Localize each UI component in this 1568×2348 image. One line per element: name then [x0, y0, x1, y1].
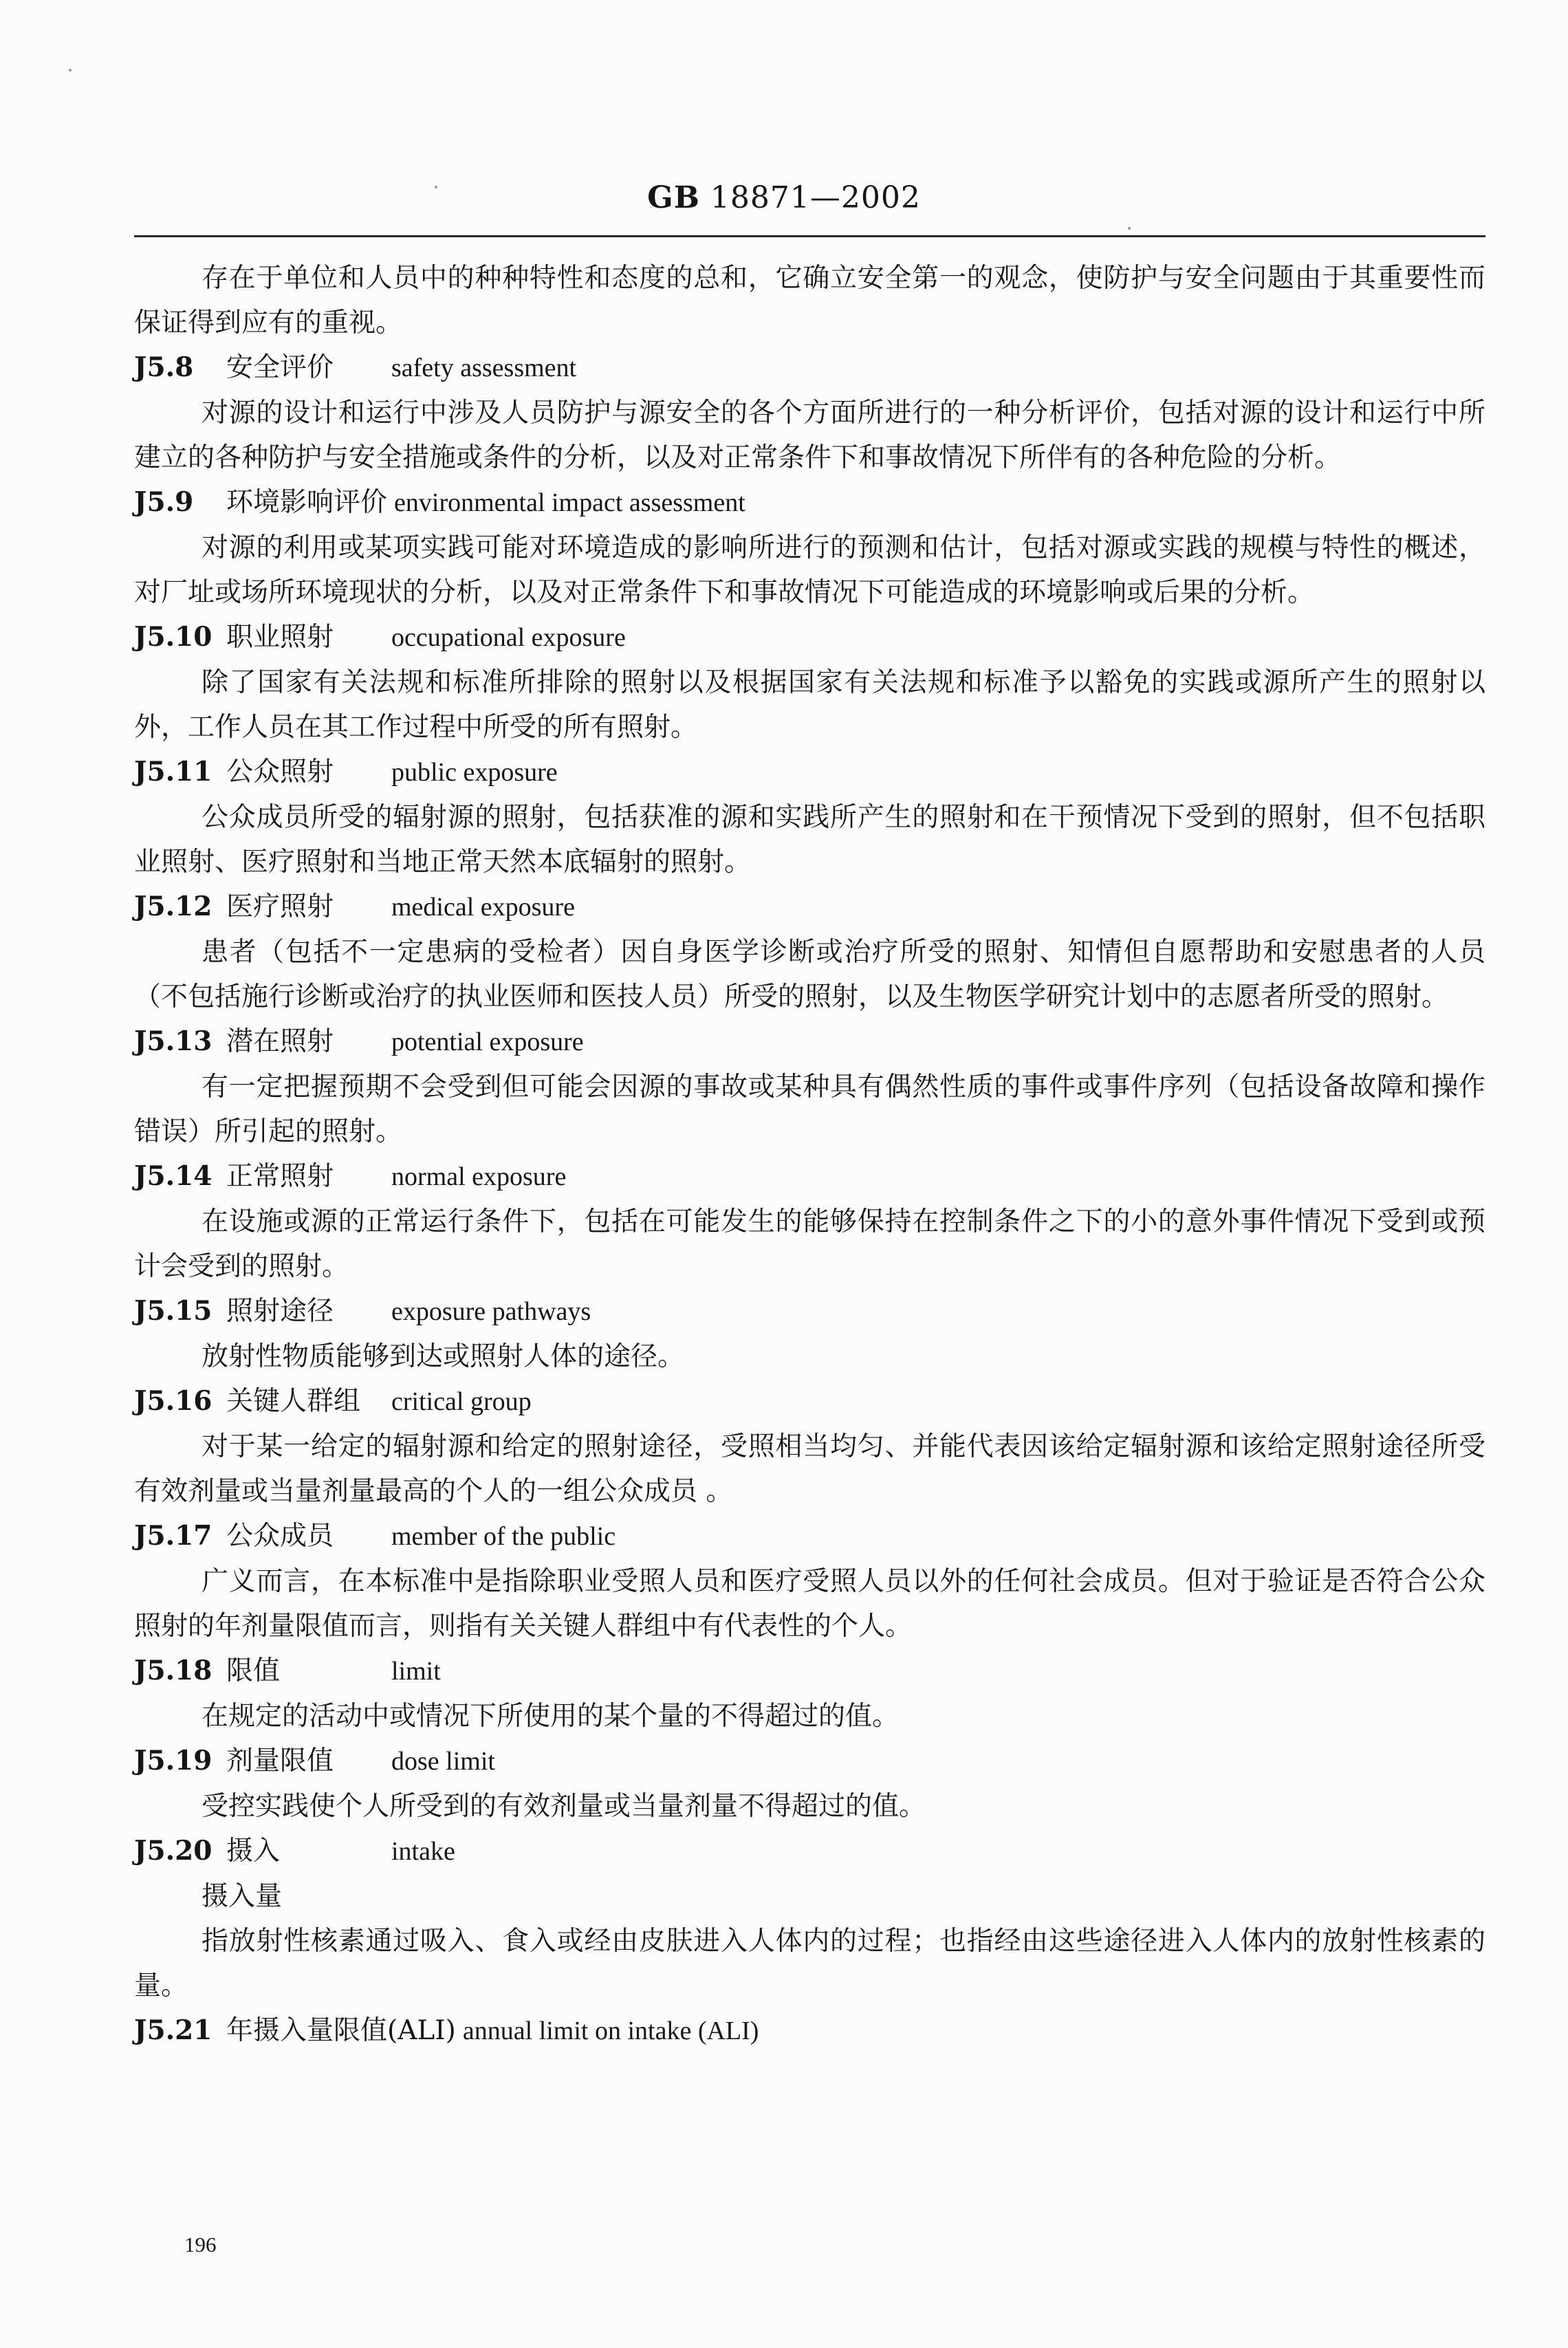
term-chinese: 公众照射 [226, 757, 334, 787]
term-definition: 受控实践使个人所受到的有效剂量或当量剂量不得超过的值。 [202, 1791, 926, 1822]
header-rule [134, 235, 1485, 237]
term-number: J5.9 [134, 486, 194, 518]
page-number: 196 [184, 2232, 217, 2257]
term-chinese: 剂量限值 [226, 1746, 334, 1776]
term-heading [134, 1154, 1485, 1199]
term-number: J5.12 [134, 891, 213, 922]
term-chinese: 潜在照射 [226, 1026, 334, 1057]
intro-paragraph: 存在于单位和人员中的种种特性和态度的总和，它确立安全第一的观念，使防护与安全问题由于其重要性而保证得到应有的重视。 [134, 263, 1485, 338]
term-chinese: 正常照射 [226, 1161, 334, 1192]
term-chinese: 医疗照射 [226, 891, 334, 922]
term-heading [134, 1829, 1485, 1874]
standard-code: 18871—2002 [710, 180, 921, 215]
term-number: J5.20 [134, 1835, 213, 1867]
term-heading [134, 615, 1485, 660]
term-english: potential exposure [391, 1028, 584, 1056]
term-english: normal exposure [391, 1162, 567, 1191]
term-number: J5.21 [134, 2014, 213, 2046]
term-heading [134, 1289, 1485, 1334]
term-definition: 在规定的活动中或情况下所使用的某个量的不得超过的值。 [202, 1701, 900, 1732]
term-definition: 在设施或源的正常运行条件下，包括在可能发生的能够保持在控制条件之下的小的意外事件情况下受到或预计会受到的照射。 [134, 1206, 1485, 1282]
term-heading [134, 480, 1485, 525]
term-english: critical group [391, 1387, 532, 1416]
term-number: J5.10 [134, 621, 213, 653]
standard-prefix: GB [647, 180, 700, 215]
term-definition: 有一定把握预期不会受到但可能会因源的事故或某种具有偶然性质的事件或事件序列（包括设备故障和操作错误）所引起的照射。 [134, 1072, 1485, 1147]
term-chinese: 关键人群组 [226, 1386, 361, 1417]
term-english: member of the public [391, 1522, 616, 1551]
term-english: occupational exposure [391, 623, 626, 652]
term-definition: 对源的设计和运行中涉及人员防护与源安全的各个方面所进行的一种分析评价，包括对源的设计和运行中所建立的各种防护与安全措施或条件的分析，以及对正常条件下和事故情况下所伴有的各种危险的分析。 [134, 398, 1485, 473]
term-english: safety assessment [391, 354, 577, 382]
term-chinese: 公众成员 [226, 1521, 334, 1552]
term-chinese: 摄入 [226, 1836, 281, 1867]
term-definition: 患者（包括不一定患病的受检者）因自身医学诊断或治疗所受的照射、知情但自愿帮助和安慰患者的人员（不包括施行诊断或治疗的执业医师和医技人员）所受的照射，以及生物医学研究计划中的志愿者所受的照射。 [134, 937, 1485, 1012]
term-definition: 指放射性核素通过吸入、食入或经由皮肤进入人体内的过程；也指经由这些途径进入人体内的放射性核素的量。 [134, 1926, 1485, 2001]
term-english: exposure pathways [391, 1297, 591, 1326]
term-english: medical exposure [391, 893, 575, 922]
term-chinese: 职业照射 [226, 622, 334, 653]
term-number: J5.11 [134, 756, 213, 787]
term-number: J5.8 [134, 351, 194, 383]
term-definition: 公众成员所受的辐射源的照射，包括获准的源和实践所产生的照射和在干预情况下受到的照射，但不包括职业照射、医疗照射和当地正常天然本底辐射的照射。 [134, 802, 1485, 878]
term-chinese: 限值 [226, 1655, 281, 1686]
term-chinese: 安全评价 [226, 352, 334, 383]
term-english: dose limit [391, 1747, 495, 1776]
term-english: intake [391, 1837, 455, 1866]
term-english: environmental impact assessment [394, 488, 745, 517]
term-definition: 对于某一给定的辐射源和给定的照射途径，受照相当均匀、并能代表因该给定辐射源和该给定照射途径所受有效剂量或当量剂量最高的个人的一组公众成员 。 [134, 1431, 1485, 1507]
term-heading [134, 1649, 1485, 1694]
term-english: annual limit on intake (ALI) [462, 2017, 759, 2045]
term-number: J5.13 [134, 1025, 213, 1057]
term-number: J5.18 [134, 1655, 213, 1686]
term-synonym: 摄入量 [202, 1881, 283, 1912]
term-chinese: 照射途径 [226, 1296, 334, 1327]
term-number: J5.16 [134, 1385, 213, 1417]
scan-speck [69, 69, 72, 72]
term-chinese: 年摄入量限值(ALI) [226, 2015, 456, 2046]
term-english: limit [391, 1657, 441, 1686]
term-heading [134, 345, 1485, 391]
term-heading [134, 1379, 1485, 1424]
document-body [134, 256, 1485, 2054]
term-definition: 对源的利用或某项实践可能对环境造成的影响所进行的预测和估计，包括对源或实践的规模与特性的概述，对厂址或场所环境现状的分析，以及对正常条件下和事故情况下可能造成的环境影响或后果的分析。 [134, 532, 1485, 608]
scan-speck [1128, 227, 1131, 230]
page-header [0, 180, 1568, 215]
term-definition: 除了国家有关法规和标准所排除的照射以及根据国家有关法规和标准予以豁免的实践或源所产生的照射以外，工作人员在其工作过程中所受的所有照射。 [134, 667, 1485, 743]
term-heading [134, 750, 1485, 795]
term-english: public exposure [391, 758, 558, 787]
term-heading [134, 1739, 1485, 1784]
term-heading [134, 884, 1485, 930]
term-chinese: 环境影响评价 [226, 487, 388, 518]
term-number: J5.19 [134, 1745, 213, 1776]
term-number: J5.15 [134, 1295, 213, 1327]
term-heading [134, 1019, 1485, 1065]
term-definition: 广义而言，在本标准中是指除职业受照人员和医疗受照人员以外的任何社会成员。但对于验证是否符合公众照射的年剂量限值而言，则指有关关键人群组中有代表性的个人。 [134, 1566, 1485, 1642]
term-heading [134, 1514, 1485, 1559]
term-definition: 放射性物质能够到达或照射人体的途径。 [202, 1341, 685, 1372]
term-heading [134, 2008, 1485, 2054]
term-number: J5.14 [134, 1160, 213, 1192]
term-number: J5.17 [134, 1520, 213, 1552]
